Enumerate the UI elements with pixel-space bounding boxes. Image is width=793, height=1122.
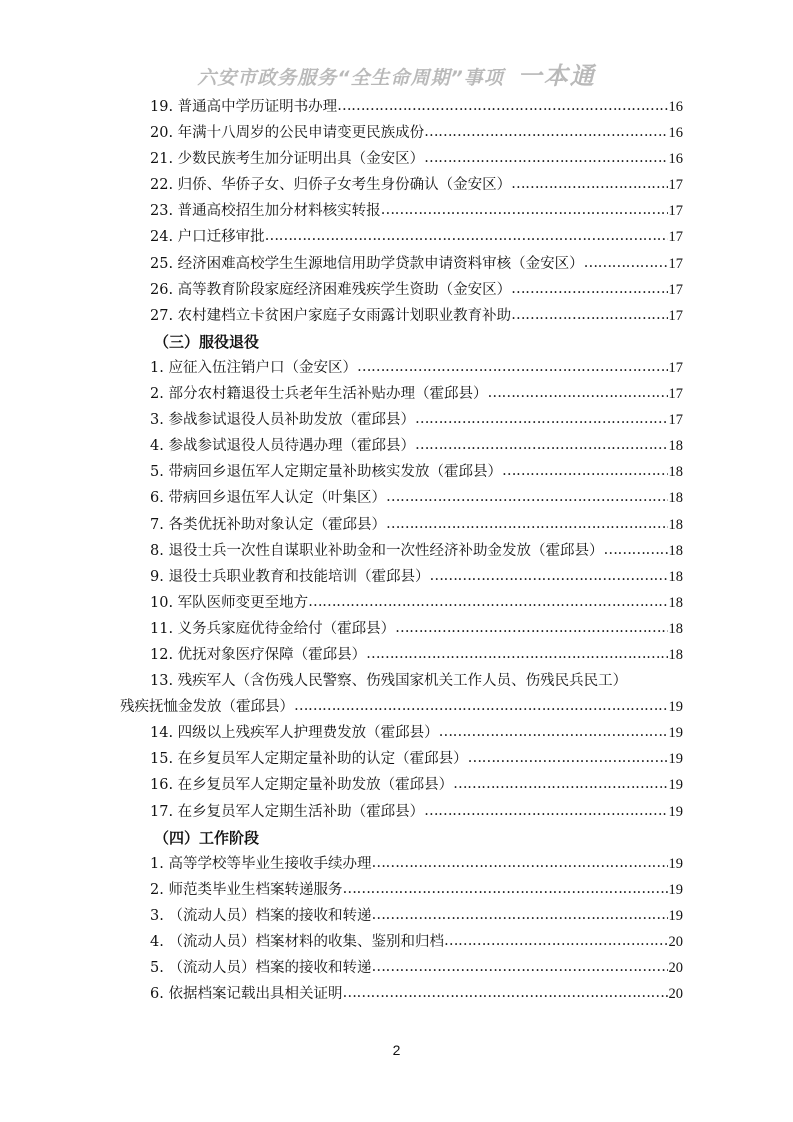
toc-leader-dots [453,772,667,798]
toc-entry-page: 18 [668,464,683,481]
toc-entry-page: 18 [668,594,683,611]
toc-entry [120,851,683,877]
toc-entry-page: 17 [668,307,683,324]
toc-leader-dots [415,433,668,459]
header-title-emphasis: 一本通 [517,62,596,90]
toc-leader-dots [424,120,667,146]
table-of-contents [120,94,683,1007]
toc-entry-page: 19 [668,725,683,742]
toc-entry-title: 22. 归侨、华侨子女、归侨子女考生身份确认（金安区） [150,177,512,194]
toc-entry [120,720,683,746]
toc-entry-title: 1. 应征入伍注销户口（金安区） [150,359,357,376]
toc-leader-dots [487,381,667,407]
toc-entry [120,981,683,1007]
toc-leader-dots [444,929,668,955]
toc-leader-dots [342,981,667,1007]
toc-entry-title: 5. （流动人员）档案的接收和转递 [150,960,372,977]
toc-entry-title: 10. 军队医师变更至地方 [150,594,309,611]
toc-entry-title: 23. 普通高校招生加分材料核实转报 [150,203,381,220]
toc-entry [120,277,683,303]
toc-entry [120,459,683,485]
toc-entry [120,564,683,590]
toc-entry-page: 19 [668,699,683,716]
toc-entry-page: 17 [668,281,683,298]
toc-entry-page: 18 [668,568,683,585]
toc-entry [120,224,683,250]
toc-leader-dots [342,877,667,903]
toc-entry [120,877,683,903]
toc-entry [120,485,683,511]
toc-entry-page: 17 [668,386,683,403]
toc-entry-page: 18 [668,516,683,533]
toc-entry [120,616,683,642]
toc-leader-dots [584,251,668,277]
toc-entry [120,120,683,146]
toc-entry-title: 4. （流动人员）档案材料的收集、鉴别和归档 [150,934,444,950]
toc-entry [120,146,683,172]
toc-leader-dots [366,642,667,668]
toc-leader-dots [511,303,667,329]
toc-entry [120,929,683,955]
toc-entry-page: 17 [668,255,683,272]
toc-group-education [120,94,683,329]
toc-entry-page: 19 [668,751,683,768]
toc-leader-dots [371,903,667,929]
toc-leader-dots [371,955,667,981]
toc-entry-title: 1. 高等学校等毕业生接收手续办理 [150,855,372,872]
toc-leader-dots [603,538,667,564]
toc-entry-title: 残疾抚恤金发放（霍邱县） [120,699,294,716]
toc-leader-dots [424,146,667,172]
toc-group-veterans [120,720,683,824]
toc-entry-page: 17 [668,229,683,246]
section-heading-military: （三）服役退役 [154,332,260,351]
toc-entry-page: 19 [668,803,683,820]
toc-entry-title: 11. 义务兵家庭优待金给付（霍邱县） [150,620,396,637]
running-header [0,56,793,91]
toc-entry-title: 12. 优抚对象医疗保障（霍邱县） [150,646,367,663]
toc-group-military [120,355,683,668]
toc-leader-dots [439,720,668,746]
toc-entry [120,799,683,825]
toc-entry-page: 19 [668,907,683,924]
toc-entry-title: 5. 带病回乡退伍军人定期定量补助核实发放（霍邱县） [150,464,502,481]
toc-entry-title: 14. 四级以上残疾军人护理费发放（霍邱县） [150,725,439,742]
toc-entry-title: 17. 在乡复员军人定期生活补助（霍邱县） [150,803,425,820]
toc-entry-title: 20. 年满十八周岁的公民申请变更民族成份 [150,125,425,142]
toc-entry-page: 18 [668,438,683,455]
toc-entry [120,303,683,329]
toc-entry [120,94,683,120]
section-heading-work: （四）工作阶段 [154,828,260,847]
toc-entry [120,407,683,433]
toc-leader-dots [429,564,667,590]
toc-entry [120,172,683,198]
toc-entry [120,538,683,564]
toc-entry [120,955,683,981]
toc-entry-title: 2. 师范类毕业生档案转递服务 [150,881,343,898]
header-title: 六安市政务服务“全生命周期”事项 [197,67,504,89]
toc-entry-title: 8. 退役士兵一次性自谋职业补助金和一次性经济补助金发放（霍邱县） [150,542,604,559]
toc-leader-dots [265,224,668,250]
toc-group-work [120,851,683,1008]
toc-entry-title: 6. 带病回乡退伍军人认定（叶集区） [150,490,386,507]
toc-entry-page: 18 [668,542,683,559]
toc-leader-dots [371,851,667,877]
toc-entry-page: 16 [668,125,683,142]
toc-entry [120,433,683,459]
toc-leader-dots [357,355,668,381]
toc-leader-dots [424,799,667,825]
toc-leader-dots [386,512,668,538]
toc-leader-dots [395,616,667,642]
toc-leader-dots [511,277,667,303]
toc-entry-page: 16 [668,99,683,115]
toc-entry-page: 18 [668,490,683,507]
toc-leader-dots [511,172,667,198]
page-number: 2 [392,1042,401,1058]
toc-entry [120,512,683,538]
toc-entry-title: 2. 部分农村籍退役士兵老年生活补贴办理（霍邱县） [150,386,488,403]
toc-entry-title: 3. （流动人员）档案的接收和转递 [150,907,372,924]
toc-entry-wrap-line1: 13. 残疾军人（含伤残人民警察、伤残国家机关工作人员、伤残民兵民工） [150,673,628,690]
toc-entry-page: 19 [668,777,683,794]
toc-leader-dots [468,746,668,772]
toc-entry-page: 20 [668,986,683,1003]
toc-entry-title: 4. 参战参试退役人员待遇办理（霍邱县） [150,438,415,455]
toc-entry [120,642,683,668]
toc-entry-title: 15. 在乡复员军人定期定量补助的认定（霍邱县） [150,751,468,768]
toc-entry [120,198,683,224]
toc-entry-title: 21. 少数民族考生加分证明出具（金安区） [150,151,425,168]
toc-entry [120,746,683,772]
toc-entry [120,903,683,929]
toc-entry [120,772,683,798]
toc-entry-title: 9. 退役士兵职业教育和技能培训（霍邱县） [150,568,430,585]
toc-leader-dots [502,459,668,485]
toc-entry-page: 20 [668,934,683,950]
toc-entry-page: 18 [668,620,683,637]
toc-leader-dots [415,407,668,433]
toc-entry [120,355,683,381]
toc-entry-title: 3. 参战参试退役人员补助发放（霍邱县） [150,412,415,429]
toc-entry-page: 16 [668,151,683,168]
toc-entry-wrap-line2 [120,694,683,720]
toc-entry [120,590,683,616]
toc-entry-page: 18 [668,646,683,663]
toc-entry-title: 25. 经济困难高校学生生源地信用助学贷款申请资料审核（金安区） [150,255,584,272]
toc-entry-page: 17 [668,412,683,429]
toc-entry [120,251,683,277]
toc-entry-title: 7. 各类优抚补助对象认定（霍邱县） [150,516,386,533]
toc-leader-dots [337,94,667,120]
toc-entry-page: 20 [668,960,683,977]
toc-entry-page: 19 [668,855,683,872]
toc-entry-title: 26. 高等教育阶段家庭经济困难残疾学生资助（金安区） [150,281,512,298]
toc-entry-title: 19. 普通高中学历证明书办理 [150,99,338,115]
toc-entry-page: 17 [668,177,683,194]
toc-entry-title: 27. 农村建档立卡贫困户家庭子女雨露计划职业教育补助 [150,307,512,324]
toc-entry-page: 17 [668,203,683,220]
toc-leader-dots [381,198,668,224]
toc-entry-page: 19 [668,881,683,898]
toc-entry-title: 16. 在乡复员军人定期定量补助发放（霍邱县） [150,777,454,794]
toc-entry-title: 6. 依据档案记载出具相关证明 [150,986,343,1003]
toc-entry-title: 24. 户口迁移审批 [150,229,265,246]
toc-entry [120,381,683,407]
toc-entry-page: 17 [668,359,683,376]
toc-leader-dots [386,485,668,511]
toc-leader-dots [294,694,668,720]
toc-leader-dots [308,590,667,616]
